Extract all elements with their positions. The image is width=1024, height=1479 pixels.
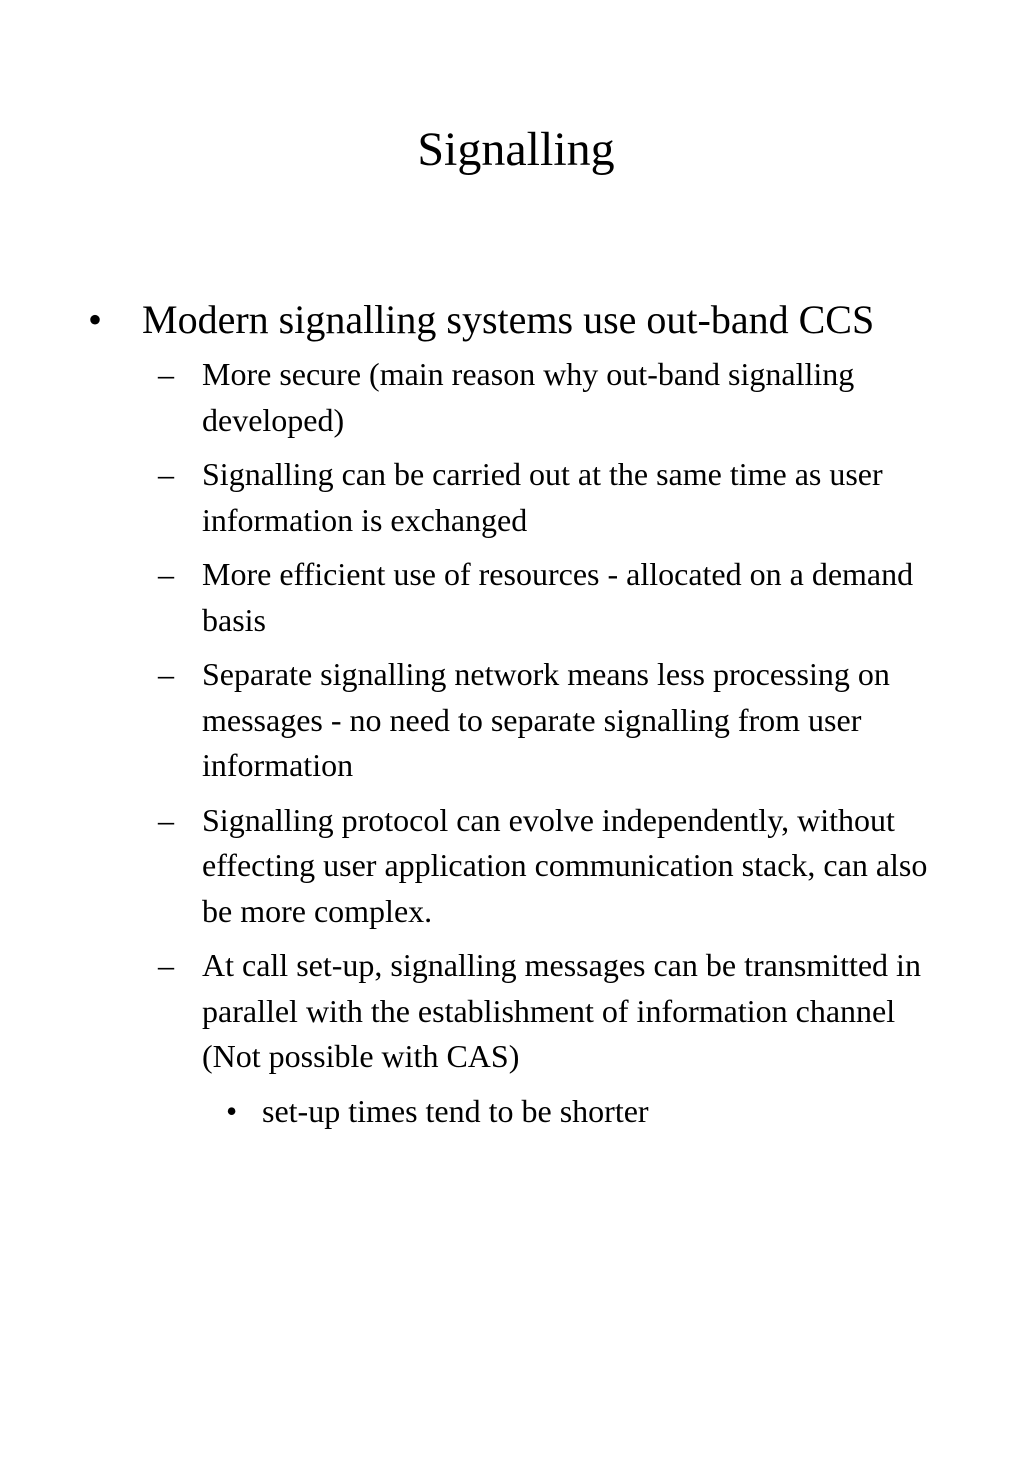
dash-marker: – — [158, 947, 174, 983]
bullet-text: Modern signalling systems use out-band CCS — [142, 297, 875, 342]
sub-sub-bullet-text: set-up times tend to be shorter — [262, 1092, 649, 1129]
bullet-marker: • — [88, 297, 103, 342]
sub-sub-bullet-setup-times — [0, 1089, 942, 1135]
dash-marker: – — [158, 456, 174, 492]
dash-marker: – — [158, 801, 174, 838]
sub-bullet-text: Signalling protocol can evolve independently, without effecting user application communication stack, can also be more complex. — [202, 801, 928, 929]
sub-bullet-text: More efficient use of resources - allocated on a demand basis — [202, 556, 914, 638]
dash-marker: – — [158, 556, 174, 592]
slide-title: Signalling — [417, 123, 615, 176]
bullet-marker: • — [226, 1092, 238, 1129]
sub-bullet-text: Separate signalling network means less processing on messages - no need to separate signalling from user information — [202, 656, 890, 783]
sub-bullet-separate-network — [0, 652, 932, 789]
bullet-list — [0, 296, 1024, 1134]
sub-bullet-protocol-evolve — [0, 798, 932, 935]
bullet-item-modern-signalling — [0, 296, 882, 344]
sub-bullet-text: Signalling can be carried out at the same time as user information is exchanged — [202, 456, 883, 538]
sub-bullet-more-secure — [0, 352, 932, 443]
dash-marker: – — [158, 356, 174, 392]
sub-bullet-text: At call set-up, signalling messages can be transmitted in parallel with the establishment of information channel (Not possible with CAS) — [202, 947, 921, 1074]
sub-bullet-same-time — [0, 452, 932, 543]
sub-bullet-efficient-resources — [0, 552, 932, 643]
dash-marker: – — [158, 656, 174, 692]
sub-bullet-text: More secure (main reason why out-band signalling developed) — [202, 356, 855, 438]
sub-bullet-call-setup — [0, 943, 932, 1080]
